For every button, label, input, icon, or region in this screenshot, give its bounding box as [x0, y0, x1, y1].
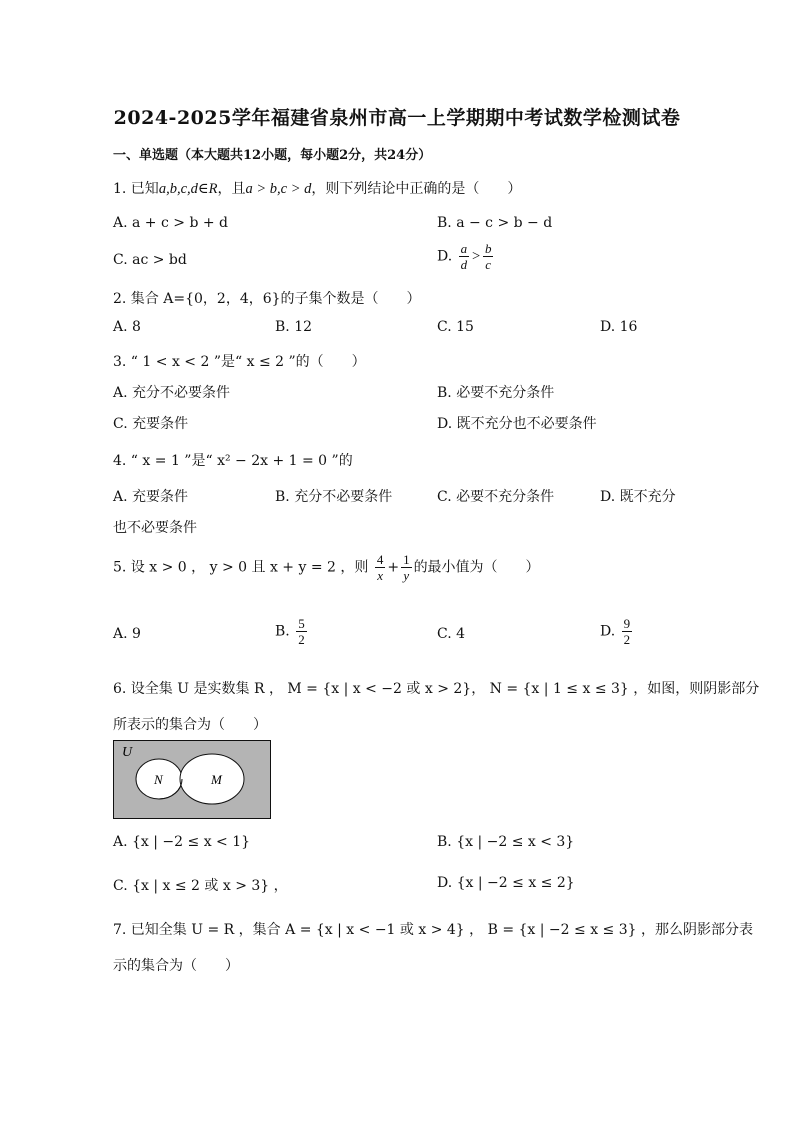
q2-option-a: A. 8	[113, 319, 141, 335]
q2-option-b: B. 12	[275, 319, 313, 335]
page-title: 2024-2025学年福建省泉州市高一上学期期中考试数学检测试卷	[113, 107, 681, 129]
question-5-stem	[113, 552, 540, 583]
q5-frac-1	[375, 552, 386, 583]
frac-denominator: d	[460, 257, 468, 272]
question-4-stem: 4. “ x = 1 ”是“ x² − 2x + 1 = 0 ”的	[113, 453, 353, 469]
q1-text-b: ，且	[217, 181, 246, 197]
q2-option-c: C. 15	[437, 319, 474, 335]
section-heading: 一、单选题（本大题共12小题，每小题2分，共24分）	[113, 148, 432, 163]
q5-option-b	[275, 616, 309, 647]
q6-option-b: B. {x | −2 ≤ x < 3}	[437, 834, 575, 850]
q5-option-d-label: D.	[600, 623, 616, 640]
q5-text-a: 5. 设 x > 0 ， y > 0 且 x + y = 2 ，则	[113, 559, 369, 576]
frac-numerator: a	[460, 241, 468, 256]
q5-option-c: C. 4	[437, 626, 466, 642]
question-2-stem: 2. 集合 A={0，2，4，6}的子集个数是（ ）	[113, 291, 421, 307]
q1-math-a: a,b,c,d∈R	[158, 181, 218, 197]
frac-numerator: 5	[298, 616, 305, 631]
q3-option-a: A. 充分不必要条件	[113, 385, 231, 401]
q5-option-d-frac	[622, 616, 633, 647]
frac-denominator: x	[377, 568, 383, 583]
frac-denominator: 2	[298, 632, 305, 647]
question-1-stem	[113, 178, 521, 198]
q1-option-d	[437, 241, 495, 272]
q5-option-b-frac	[296, 616, 307, 647]
q4-option-a: A. 充要条件	[113, 489, 189, 505]
frac-numerator: b	[484, 241, 492, 256]
frac-numerator: 4	[376, 552, 384, 567]
q5-option-d	[600, 616, 634, 647]
q1-text-c: ，则下列结论中正确的是（ ）	[311, 181, 522, 197]
q5-option-a: A. 9	[113, 626, 141, 642]
q5-frac-2	[401, 552, 412, 583]
venn-label-n: N	[154, 772, 163, 787]
q1-option-d-frac-1	[459, 241, 470, 272]
q6-option-d: D. {x | −2 ≤ x ≤ 2}	[437, 875, 575, 891]
venn-label-u: U	[122, 745, 133, 760]
question-7-stem-continued: 示的集合为（ ）	[113, 958, 239, 974]
frac-numerator: 1	[403, 552, 410, 567]
q5-plus: +	[387, 559, 400, 576]
q1-option-d-label: D.	[437, 248, 453, 265]
question-6-stem: 6. 设全集 U 是实数集 R ， M = {x | x < −2 或 x > 2}， N = {x | 1 ≤ x ≤ 3} ，如图，则阴影部分	[113, 681, 760, 697]
q1-option-b: B. a − c > b − d	[437, 215, 553, 231]
q3-option-d: D. 既不充分也不必要条件	[437, 416, 597, 432]
q4-option-b: B. 充分不必要条件	[275, 489, 393, 505]
frac-numerator: 9	[623, 616, 631, 631]
frac-denominator: 2	[623, 632, 631, 647]
question-3-stem: 3. “ 1 < x < 2 ”是“ x ≤ 2 ”的（ ）	[113, 354, 366, 370]
q1-option-c: C. ac > bd	[113, 252, 187, 268]
q1-option-d-gt: >	[471, 248, 481, 265]
frac-denominator: c	[485, 257, 492, 272]
q4-option-d-continued: 也不必要条件	[113, 520, 197, 536]
q6-option-c: C. {x | x ≤ 2 或 x > 3} ，	[113, 878, 288, 894]
question-7-stem: 7. 已知全集 U = R ，集合 A = {x | x < −1 或 x > 4} ， B = {x | −2 ≤ x ≤ 3} ，那么阴影部分表	[113, 922, 753, 938]
q3-option-c: C. 充要条件	[113, 416, 189, 432]
q5-option-b-label: B.	[275, 623, 290, 640]
q1-text-a: 1. 已知	[113, 181, 159, 197]
q2-option-d: D. 16	[600, 319, 638, 335]
venn-diagram	[113, 740, 271, 819]
q5-text-b: 的最小值为（ ）	[413, 559, 540, 576]
question-6-stem-continued: 所表示的集合为（ ）	[113, 717, 267, 733]
q6-option-a: A. {x | −2 ≤ x < 1}	[113, 834, 251, 850]
frac-denominator: y	[403, 568, 410, 583]
q4-option-c: C. 必要不充分条件	[437, 489, 555, 505]
q4-option-d: D. 既不充分	[600, 489, 676, 505]
q1-option-a: A. a + c > b + d	[113, 215, 229, 231]
q3-option-b: B. 必要不充分条件	[437, 385, 555, 401]
venn-label-m: M	[211, 772, 222, 787]
q1-math-b: a > b,c > d	[245, 181, 312, 197]
q1-option-d-frac-2	[483, 241, 494, 272]
